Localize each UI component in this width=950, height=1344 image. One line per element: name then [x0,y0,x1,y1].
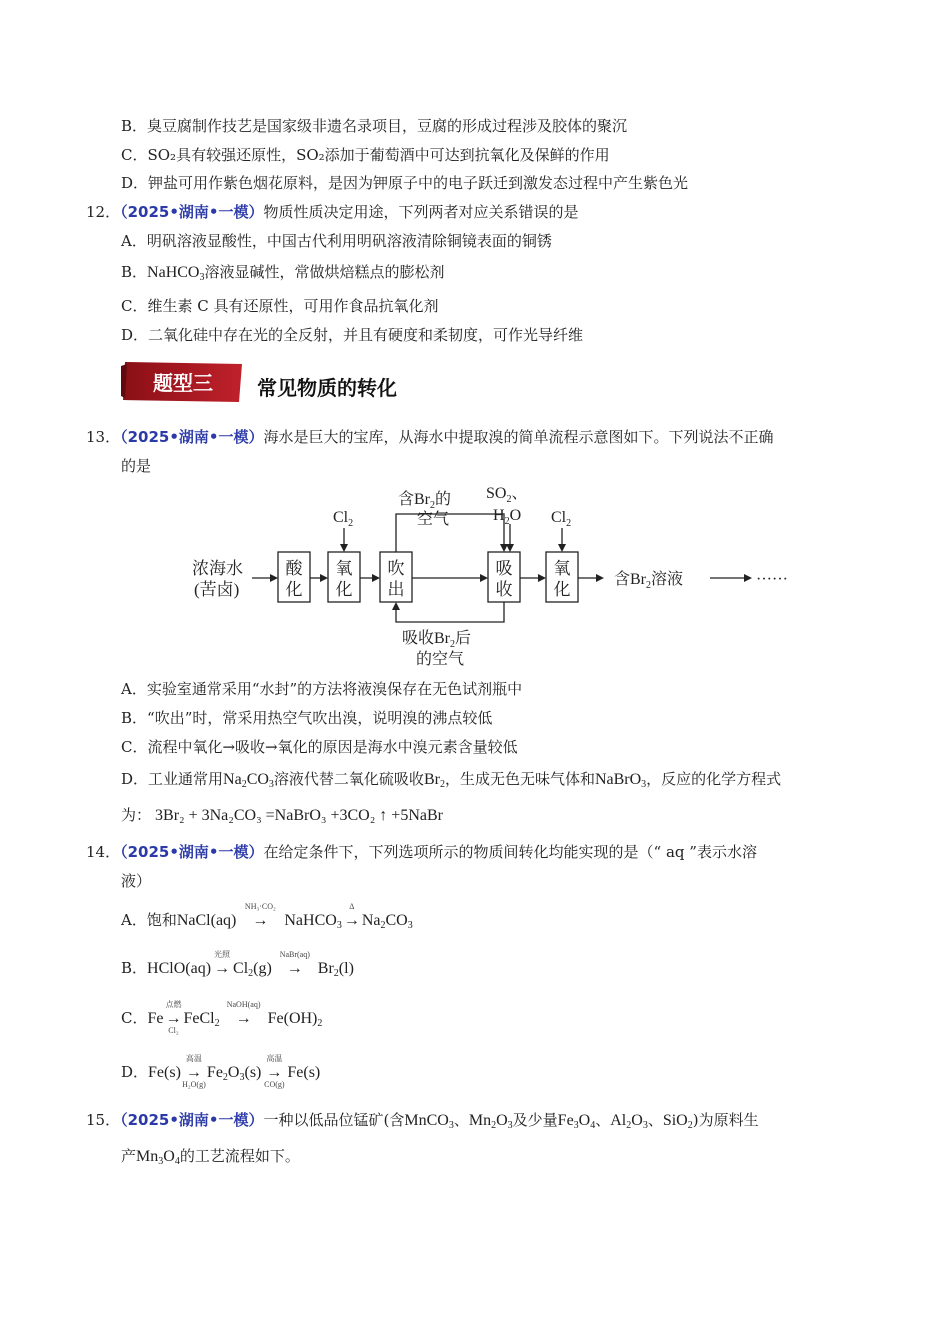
svg-text:氧: 氧 [553,559,571,578]
q13-number: 13． [86,428,121,446]
q15-stem-line2: 产$Mn_3O_4$的工艺流程如下。 [121,1147,300,1167]
q12-option-c: C．维生素 C 具有还原性，可用作食品抗氧化剂 [121,297,439,315]
q12-option-d: D．二氧化硅中存在光的全反射，并且有硬度和柔韧度，可作光导纤维 [121,326,584,344]
q14-option-b: B．HClO(aq) → 光照 $Cl_2(g)$ → NaBr(aq) $Br_2(l)$ [121,950,354,979]
q15-number: 15． [86,1111,121,1129]
q14-option-c: C．Fe → 点燃 Cl₂ FeCl$_2$ → NaOH(aq) $Fe(OH)_2$ [121,1000,323,1035]
svg-text:的空气: 的空气 [416,651,465,668]
q12-stem [86,202,579,222]
q12-stem-text: 物质性质决定用途，下列两者对应关系错误的是 [263,203,579,221]
section-badge [121,360,246,404]
q13-stem-line2: 的是 [121,457,152,475]
q11-option-b: B．臭豆腐制作技艺是国家级非遗名录项目，豆腐的形成过程涉及胶体的聚沉 [121,117,628,135]
svg-text:吹: 吹 [387,559,405,578]
svg-text:酸: 酸 [285,559,303,578]
svg-text:······: ······ [756,571,788,588]
q14-source: （2025•湖南•一模） [120,843,264,861]
svg-text:含Br2的: 含$Br_2$的 [398,491,452,511]
svg-text:空气: 空气 [417,511,450,528]
q13-option-c: C．流程中氧化→吸收→氧化的原因是海水中溴元素含量较低 [121,738,518,756]
svg-text:出: 出 [387,580,405,599]
q14-number: 14． [86,843,121,861]
q14-option-a: A．饱和NaCl(aq) → NH₃·CO₂ NaHCO$_3$ → Δ $Na_2CO_3$ [121,902,413,931]
q13-equation-line: 为： 3Br₂ + 3Na₂CO₃ =NaBrO₃ +3CO₂ ↑ +5NaBr [121,806,443,824]
svg-text:化: 化 [553,580,571,599]
section-title: 常见物质的转化 [257,376,397,400]
svg-text:Cl2: $Cl_2$ [333,509,354,529]
bromine-flow-diagram [180,480,800,672]
q14-stem-line1: 14．（2025•湖南•一模）在给定条件下，下列选项所示的物质间转化均能实现的是（“ aq ”表示水溶 [86,843,757,861]
q12-source: （2025•湖南•一模） [120,203,264,221]
q12-option-b: B．NaHCO$_3$溶液显碱性，常做烘焙糕点的膨松剂 [121,263,445,283]
q12-option-a: A．明矾溶液显酸性，中国古代利用明矾溶液清除铜镜表面的铜锈 [121,232,552,250]
q13-option-b: B．“吹出”时，常采用热空气吹出溴，说明溴的沸点较低 [121,709,493,727]
svg-text:含Br2溶液: 含$Br_2$溶液 [614,571,684,591]
svg-text:吸: 吸 [495,559,513,578]
q14-stem-line2: 液） [121,872,152,890]
flow-start-sub: (苦卤) [194,580,240,599]
q13-equation: 3Br₂ + 3Na₂CO₃ =NaBrO₃ +3CO₂ ↑ +5NaBr [155,807,443,824]
q11-option-c: C．SO₂具有较强还原性，SO₂添加于葡萄酒中可达到抗氧化及保鲜的作用 [121,146,610,164]
q13-option-a: A．实验室通常采用“水封”的方法将液溴保存在无色试剂瓶中 [121,680,523,698]
svg-text:H2O: $H_2O$ [493,507,522,527]
svg-text:吸收Br2后: 吸收$Br_2$后 [402,630,472,650]
q13-stem-line1: 13．（2025•湖南•一模）海水是巨大的宝库，从海水中提取溴的简单流程示意图如下。下列说法不正确 [86,428,774,446]
q12-number: 12． [86,203,121,221]
svg-text:Cl2: $Cl_2$ [551,509,572,529]
svg-text:收: 收 [495,580,513,599]
flow-start-label: 浓海水 [192,559,243,578]
svg-text:化: 化 [285,580,303,599]
q11-option-d: D．钾盐可用作紫色烟花原料，是因为钾原子中的电子跃迁到激发态过程中产生紫色光 [121,174,689,192]
svg-text:化: 化 [335,580,353,599]
svg-text:SO2、: $SO_2$、 [486,485,528,505]
q13-source: （2025•湖南•一模） [120,428,264,446]
q15-source: （2025•湖南•一模） [120,1111,264,1129]
svg-text:氧: 氧 [335,559,353,578]
section-badge-text: 题型三 [153,373,213,395]
q14-option-d: D．Fe(s) → 高温 H₂O(g) $Fe_2O_3(s)$ → 高温 CO(g) Fe(s) [121,1054,321,1089]
q15-stem-line1: 15．（2025•湖南•一模）一种以低品位锰矿(含MnCO$_3$、$Mn_2O_3$及少量$Fe_3O_4$、$Al_2O_3$、SiO$_2$)为原料生 [86,1111,759,1131]
q13-option-d: D．工业通常用$Na_2CO_3$溶液代替二氧化硫吸收$Br_2$，生成无色无味气体和NaBrO$_3$，反应的化学方程式 [121,770,782,790]
